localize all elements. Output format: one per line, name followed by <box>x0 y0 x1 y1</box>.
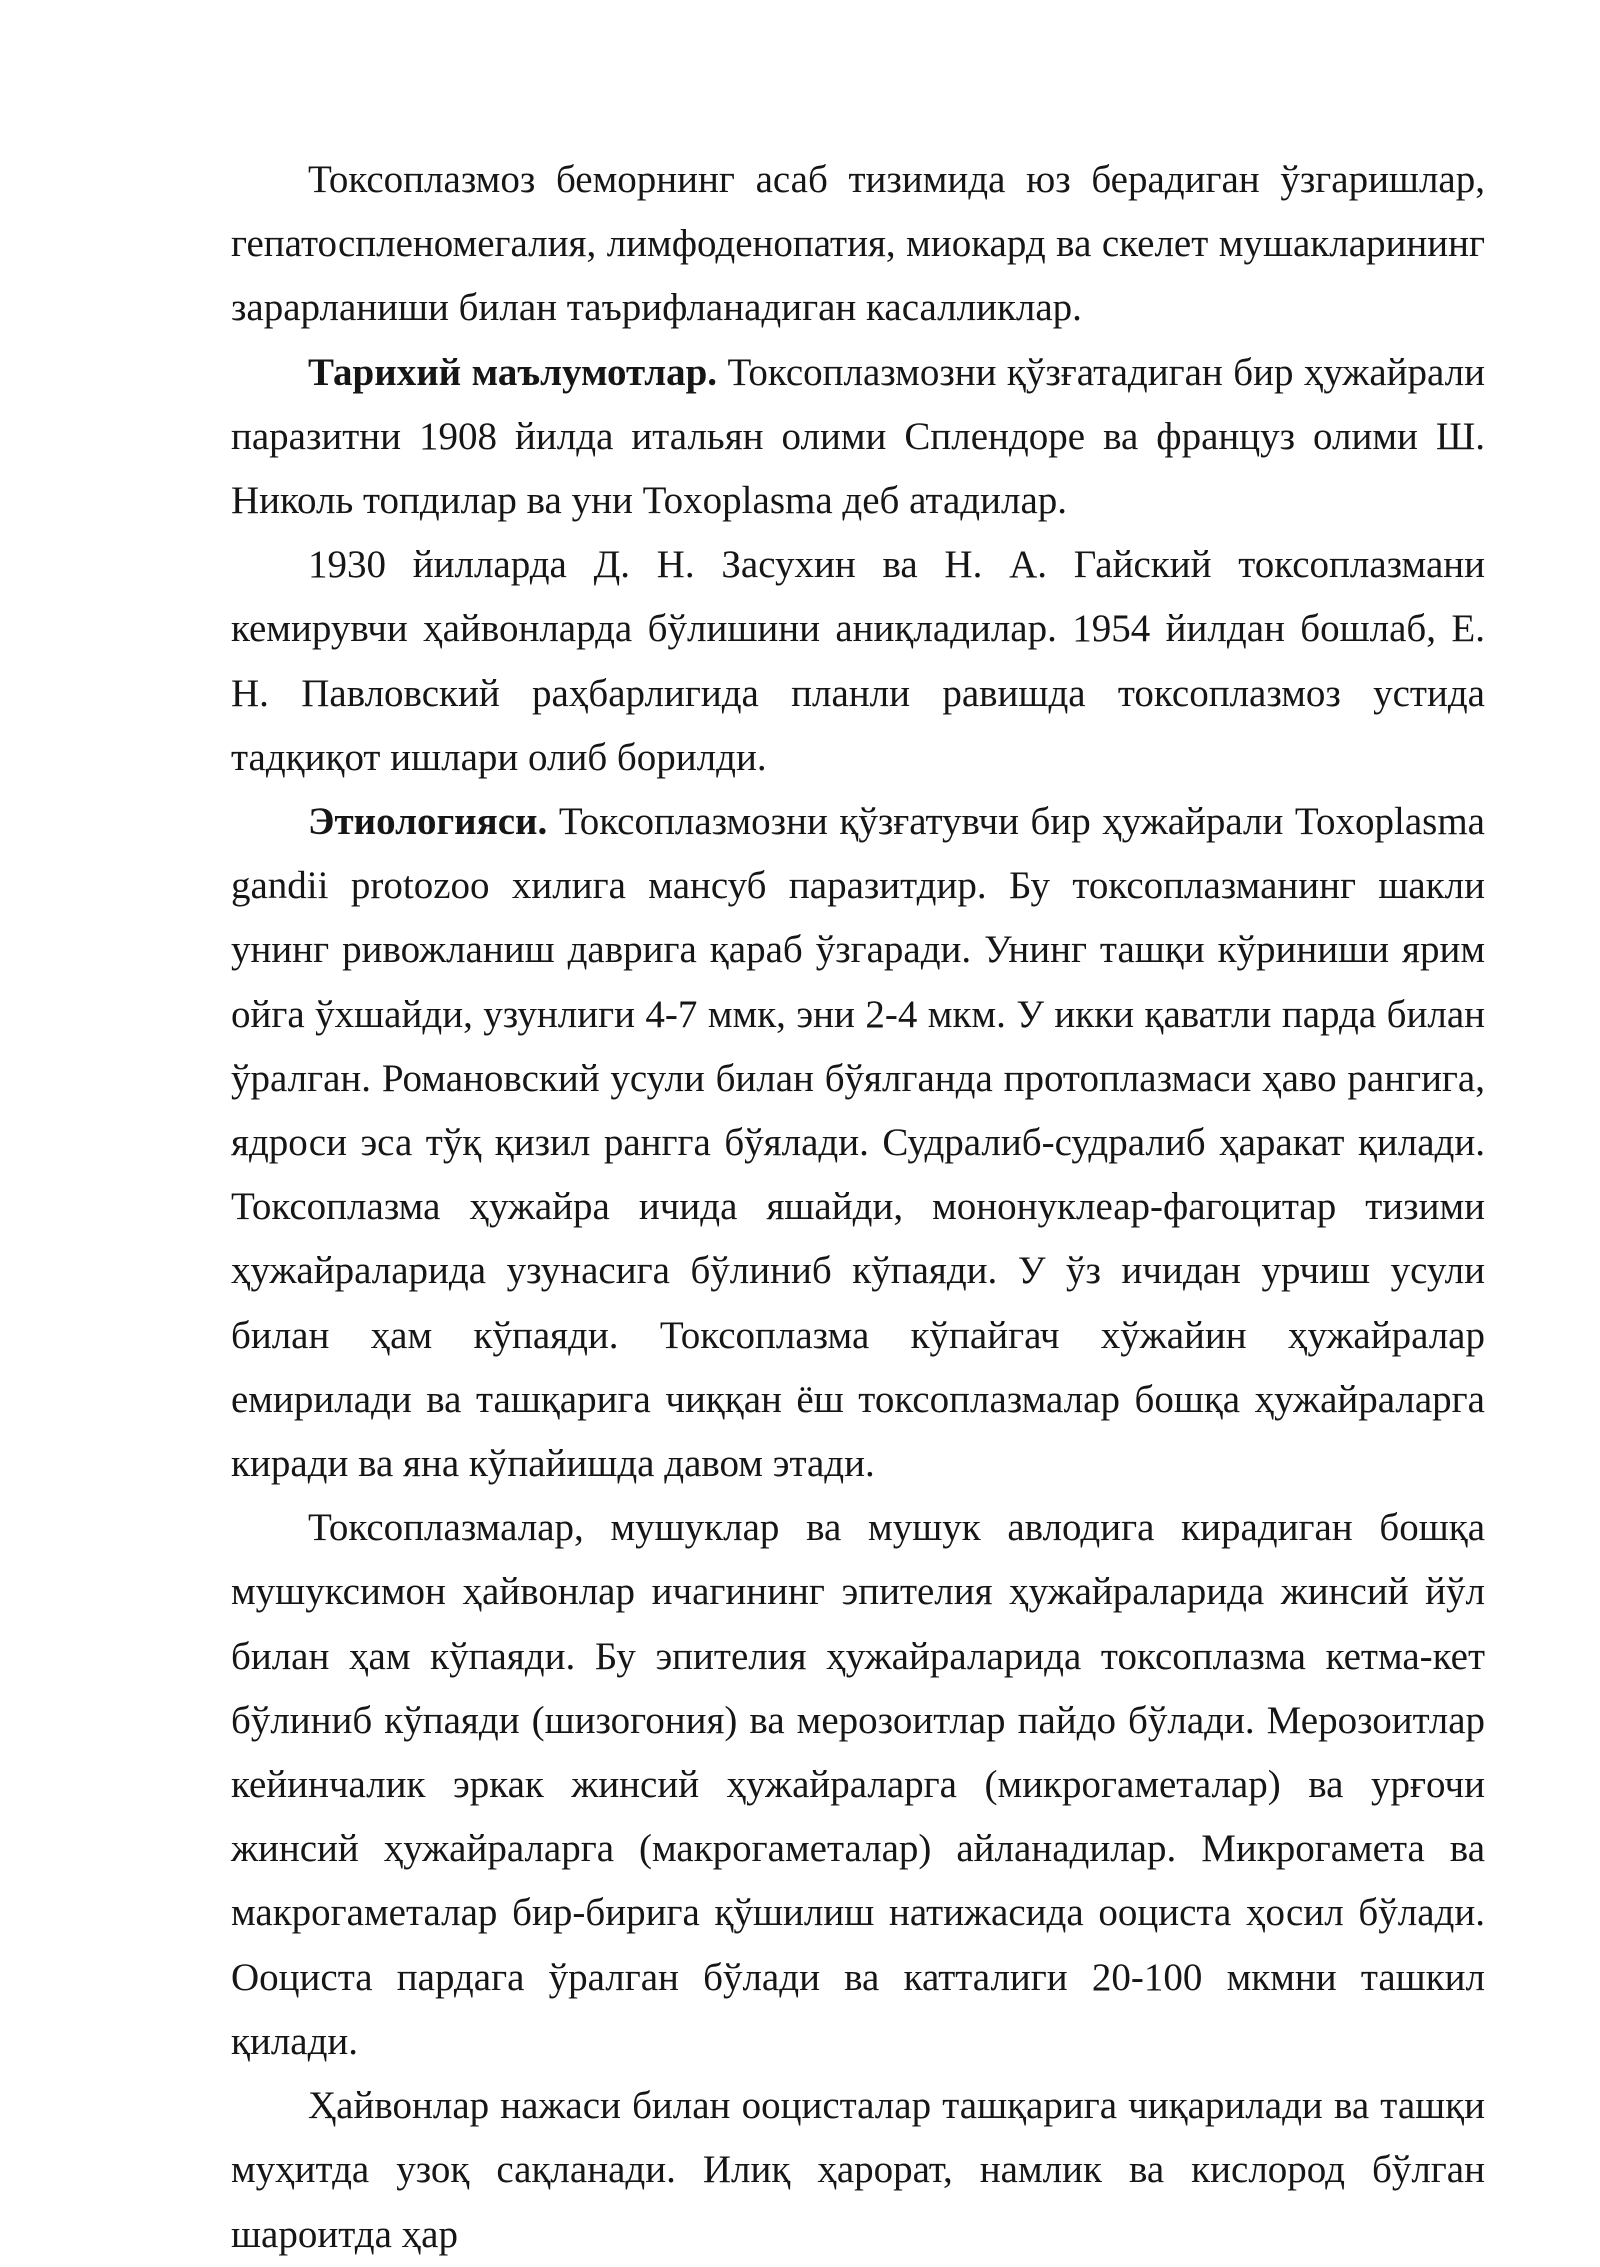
paragraph-history <box>231 341 1485 534</box>
paragraph-environment <box>231 2074 1485 2267</box>
paragraph-text: Токсоплазмоз беморнинг асаб тизимида юз берадиган ўзгаришлар, гепатоспленомегалия, лимфоденопатия, миокард ва скелет мушакларининг зарарланиши билан таърифланадиган касалликлар. <box>231 158 1485 330</box>
section-heading-etiology: Этиологияси. <box>308 800 548 844</box>
paragraph-text: 1930 йилларда Д. Н. Засухин ва Н. А. Гайский токсоплазмани кемирувчи ҳайвонларда бўлишини аниқладилар. 1954 йилдан бошлаб, Е. Н. Павловский раҳбарлигида планли равишда токсоплазмоз устида тадқиқот ишлари олиб борилди. <box>231 543 1485 779</box>
paragraph-intro <box>231 148 1485 341</box>
paragraph-history-continued <box>231 533 1485 790</box>
paragraph-reproduction <box>231 1496 1485 2074</box>
paragraph-text: Токсоплазмалар, мушуклар ва мушук авлодига кирадиган бошқа мушуксимон ҳайвонлар ичагининг эпителия ҳужайраларида жинсий йўл билан ҳам кўпаяди. Бу эпителия ҳужайраларида токсоплазма кетма-кет бўлиниб кўпаяди (шизогония) ва мерозоитлар пайдо бўлади. Мерозоитлар кейинчалик эркак жинсий ҳужайраларга (микрогаметалар) ва урғочи жинсий ҳужайраларга (макрогаметалар) айланадилар. Микрогамета ва макрогаметалар бир-бирига қўшилиш натижасида ооциста ҳосил бўлади. Ооциста пардага ўралган бўлади ва катталиги 20-100 мкмни ташкил қилади. <box>231 1506 1485 2063</box>
paragraph-text: Ҳайвонлар нажаси билан ооцисталар ташқарига чиқарилади ва ташқи муҳитда узоқ сақланади. Илиқ ҳарорат, намлик ва кислород бўлган шароитда ҳар <box>231 2084 1485 2256</box>
paragraph-text: Токсоплазмозни қўзғатувчи бир ҳужайрали Toxoplasma gandii protozoo хилига мансуб паразитдир. Бу токсоплазманинг шакли унинг ривожланиш даврига қараб ўзгаради. Унинг ташқи кўриниши ярим ойга ўхшайди, узунлиги 4-7 ммк, эни 2-4 мкм. У икки қаватли парда билан ўралган. Романовский усули билан бўялганда протоплазмаси ҳаво рангига, ядроси эса тўқ қизил рангга бўялади. Судралиб-судралиб ҳаракат қилади. Токсоплазма ҳужайра ичида яшайди, мононуклеар-фагоцитар тизими ҳужайраларида узунасига бўлиниб кўпаяди. У ўз ичидан урчиш усули билан ҳам кўпаяди. Токсоплазма кўпайгач хўжайин ҳужайралар емирилади ва ташқарига чиққан ёш токсоплазмалар бошқа ҳужайраларга киради ва яна кўпайишда давом этади. <box>231 800 1485 1486</box>
document-page <box>231 148 1485 2267</box>
paragraph-text: Токсоплазмозни қўзғатадиган бир ҳужайрали паразитни 1908 йилда итальян олими Сплендоре ва француз олими Ш. Николь топдилар ва уни Toxoplasma деб атадилар. <box>231 350 1486 523</box>
paragraph-etiology <box>231 790 1485 1496</box>
section-heading-history: Тарихий маълумотлар. <box>308 350 718 394</box>
